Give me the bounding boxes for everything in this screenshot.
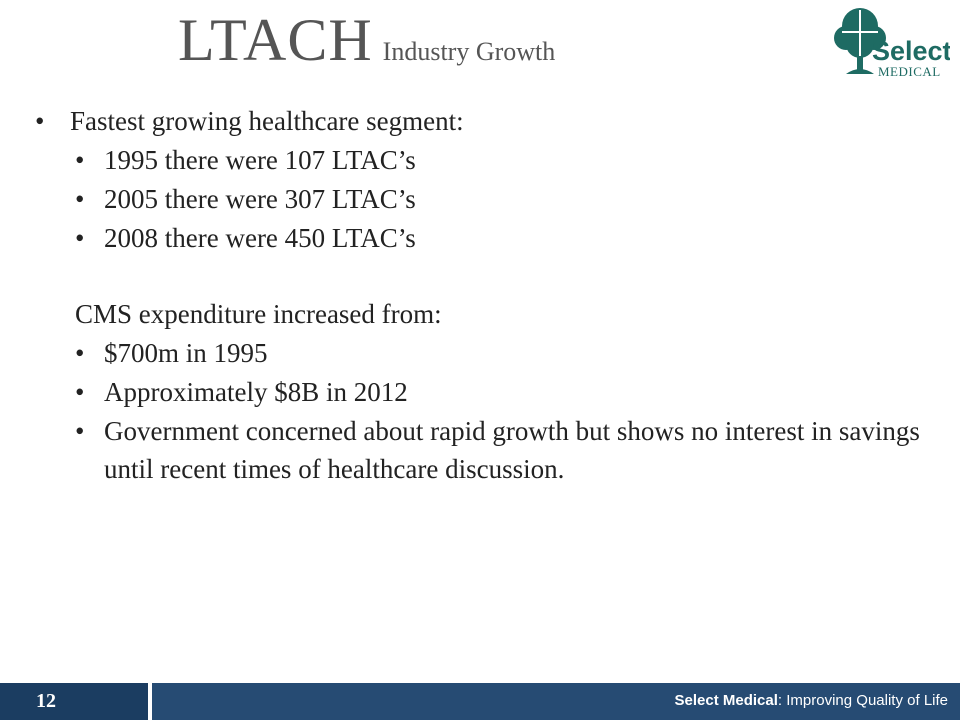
logo-brand: Select [872, 36, 950, 66]
page-number-box [0, 683, 148, 720]
bullet: • [75, 184, 85, 214]
growth-item-text: 2005 there were 307 LTAC’s [104, 184, 416, 214]
bullet: • [75, 223, 85, 253]
footer-divider [148, 683, 152, 720]
growth-item-text: 1995 there were 107 LTAC’s [104, 145, 416, 175]
title-subtitle: Industry Growth [382, 37, 556, 66]
bullet: • [75, 377, 85, 407]
footer-bar [0, 683, 960, 720]
footer-tagline [675, 692, 948, 709]
title-main: LTACH [178, 7, 373, 73]
cms-item-text: Approximately $8B in 2012 [104, 377, 408, 407]
tree-icon [832, 4, 950, 82]
footer-company: Select Medical [674, 692, 778, 709]
cms-item-text: Government concerned about rapid growth but shows no interest in savings until recent times of healthcare discussion. [104, 416, 920, 484]
page-number: 12 [36, 690, 56, 712]
bullet: • [35, 106, 45, 136]
cms-item-text: $700m in 1995 [104, 338, 268, 368]
footer-tagline-text: : Improving Quality of Life [777, 692, 948, 709]
bullet: • [75, 145, 85, 175]
bullet: • [75, 338, 85, 368]
select-medical-logo [832, 4, 950, 82]
heading-text: Fastest growing healthcare segment: [70, 106, 464, 136]
slide-title [178, 6, 555, 75]
logo-brand-sub: MEDICAL [878, 64, 941, 79]
bullet: • [75, 416, 85, 446]
growth-item-text: 2008 there were 450 LTAC’s [104, 223, 416, 253]
cms-heading: CMS expenditure increased from: [75, 299, 442, 329]
